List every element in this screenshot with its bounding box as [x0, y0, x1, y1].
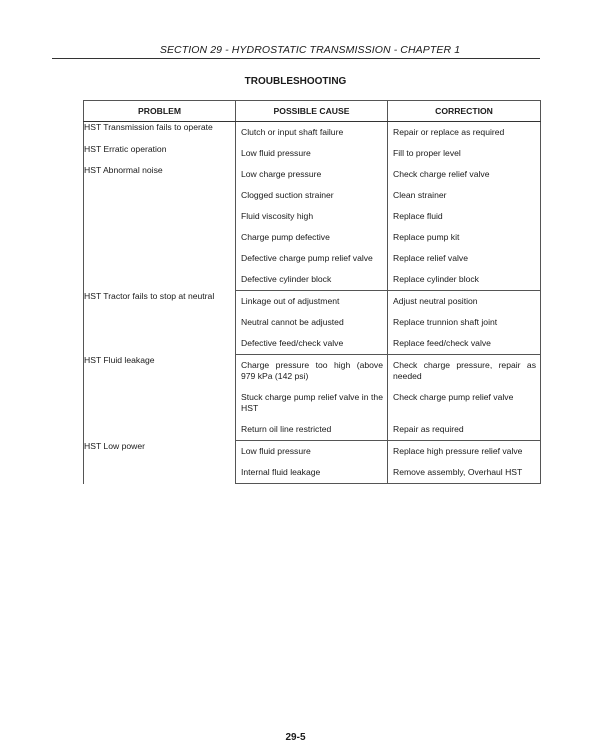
table-row	[84, 122, 541, 144]
correction-cell	[388, 269, 541, 291]
problem-cell	[84, 122, 236, 291]
correction-text: Replace fluid	[393, 211, 443, 221]
correction-cell	[388, 462, 541, 484]
cause-cell	[236, 291, 388, 313]
problem-text: HST Transmission fails to operate	[84, 122, 213, 132]
cause-text: Linkage out of adjustment	[241, 296, 340, 306]
correction-text: Replace cylinder block	[393, 274, 479, 284]
problem-text: HST Tractor fails to stop at neutral	[84, 290, 215, 301]
correction-text: Repair as required	[393, 424, 464, 434]
problem-text: HST Low power	[84, 440, 145, 451]
correction-cell	[388, 312, 541, 333]
cause-text: Charge pressure too high (above 979 kPa (142 psi)	[241, 360, 383, 381]
cause-cell	[236, 248, 388, 269]
cause-cell	[236, 462, 388, 484]
correction-text: Check charge pump relief valve	[393, 392, 514, 402]
correction-cell	[388, 206, 541, 227]
correction-text: Replace feed/check valve	[393, 338, 491, 348]
section-header: SECTION 29 - HYDROSTATIC TRANSMISSION - CHAPTER 1	[159, 44, 461, 56]
cause-text: Clogged suction strainer	[241, 190, 334, 200]
correction-text: Replace relief valve	[393, 253, 468, 263]
cause-cell	[236, 206, 388, 227]
correction-cell	[388, 185, 541, 206]
table-row	[84, 291, 541, 313]
cause-cell	[236, 164, 388, 185]
cause-text: Charge pump defective	[241, 232, 330, 242]
cause-text: Low fluid pressure	[241, 446, 311, 456]
correction-cell	[388, 441, 541, 463]
problem-text: HST Erratic operation	[84, 143, 167, 154]
correction-cell	[388, 143, 541, 164]
correction-text: Adjust neutral position	[393, 296, 478, 306]
cause-cell	[236, 312, 388, 333]
cause-cell	[236, 227, 388, 248]
column-header-problem: PROBLEM	[84, 101, 236, 122]
correction-text: Check charge relief valve	[393, 169, 490, 179]
cause-cell	[236, 333, 388, 355]
correction-cell	[388, 355, 541, 388]
troubleshooting-table	[83, 100, 541, 484]
cause-text: Clutch or input shaft failure	[241, 127, 344, 137]
correction-cell	[388, 248, 541, 269]
correction-text: Fill to proper level	[393, 148, 461, 158]
page-heading: TROUBLESHOOTING	[244, 76, 347, 87]
cause-cell	[236, 387, 388, 419]
correction-cell	[388, 387, 541, 419]
problem-cell	[84, 355, 236, 441]
cause-text: Neutral cannot be adjusted	[241, 317, 344, 327]
cause-text: Internal fluid leakage	[241, 467, 321, 477]
column-header-cause: POSSIBLE CAUSE	[236, 101, 388, 122]
cause-text: Low charge pressure	[241, 169, 322, 179]
cause-cell	[236, 441, 388, 463]
correction-text: Remove assembly, Overhaul HST	[393, 467, 523, 477]
header-rule	[52, 58, 540, 59]
correction-cell	[388, 122, 541, 144]
cause-cell	[236, 269, 388, 291]
correction-text: Check charge pressure, repair as needed	[393, 360, 536, 381]
correction-text: Repair or replace as required	[393, 127, 505, 137]
page-number: 29-5	[285, 732, 306, 743]
correction-text: Replace trunnion shaft joint	[393, 317, 498, 327]
problem-cell	[84, 441, 236, 484]
cause-cell	[236, 122, 388, 144]
cause-text: Low fluid pressure	[241, 148, 311, 158]
table-row	[84, 355, 541, 388]
correction-cell	[388, 164, 541, 185]
correction-text: Replace pump kit	[393, 232, 460, 242]
cause-cell	[236, 185, 388, 206]
correction-cell	[388, 291, 541, 313]
cause-cell	[236, 143, 388, 164]
cause-text: Stuck charge pump relief valve in the HST	[241, 392, 383, 413]
problem-cell	[84, 291, 236, 355]
cause-text: Defective charge pump relief valve	[241, 253, 373, 263]
correction-cell	[388, 333, 541, 355]
problem-text: HST Abnormal noise	[84, 165, 163, 176]
problem-text: HST Fluid leakage	[84, 354, 155, 365]
table-row	[84, 441, 541, 463]
correction-cell	[388, 227, 541, 248]
cause-text: Return oil line restricted	[241, 424, 332, 434]
cause-cell	[236, 355, 388, 388]
correction-cell	[388, 419, 541, 441]
cause-cell	[236, 419, 388, 441]
table-header-row	[84, 101, 541, 122]
correction-text: Clean strainer	[393, 190, 447, 200]
correction-text: Replace high pressure relief valve	[393, 446, 523, 456]
column-header-correction: CORRECTION	[388, 101, 541, 122]
cause-text: Defective cylinder block	[241, 274, 332, 284]
cause-text: Defective feed/check valve	[241, 338, 344, 348]
cause-text: Fluid viscosity high	[241, 211, 314, 221]
